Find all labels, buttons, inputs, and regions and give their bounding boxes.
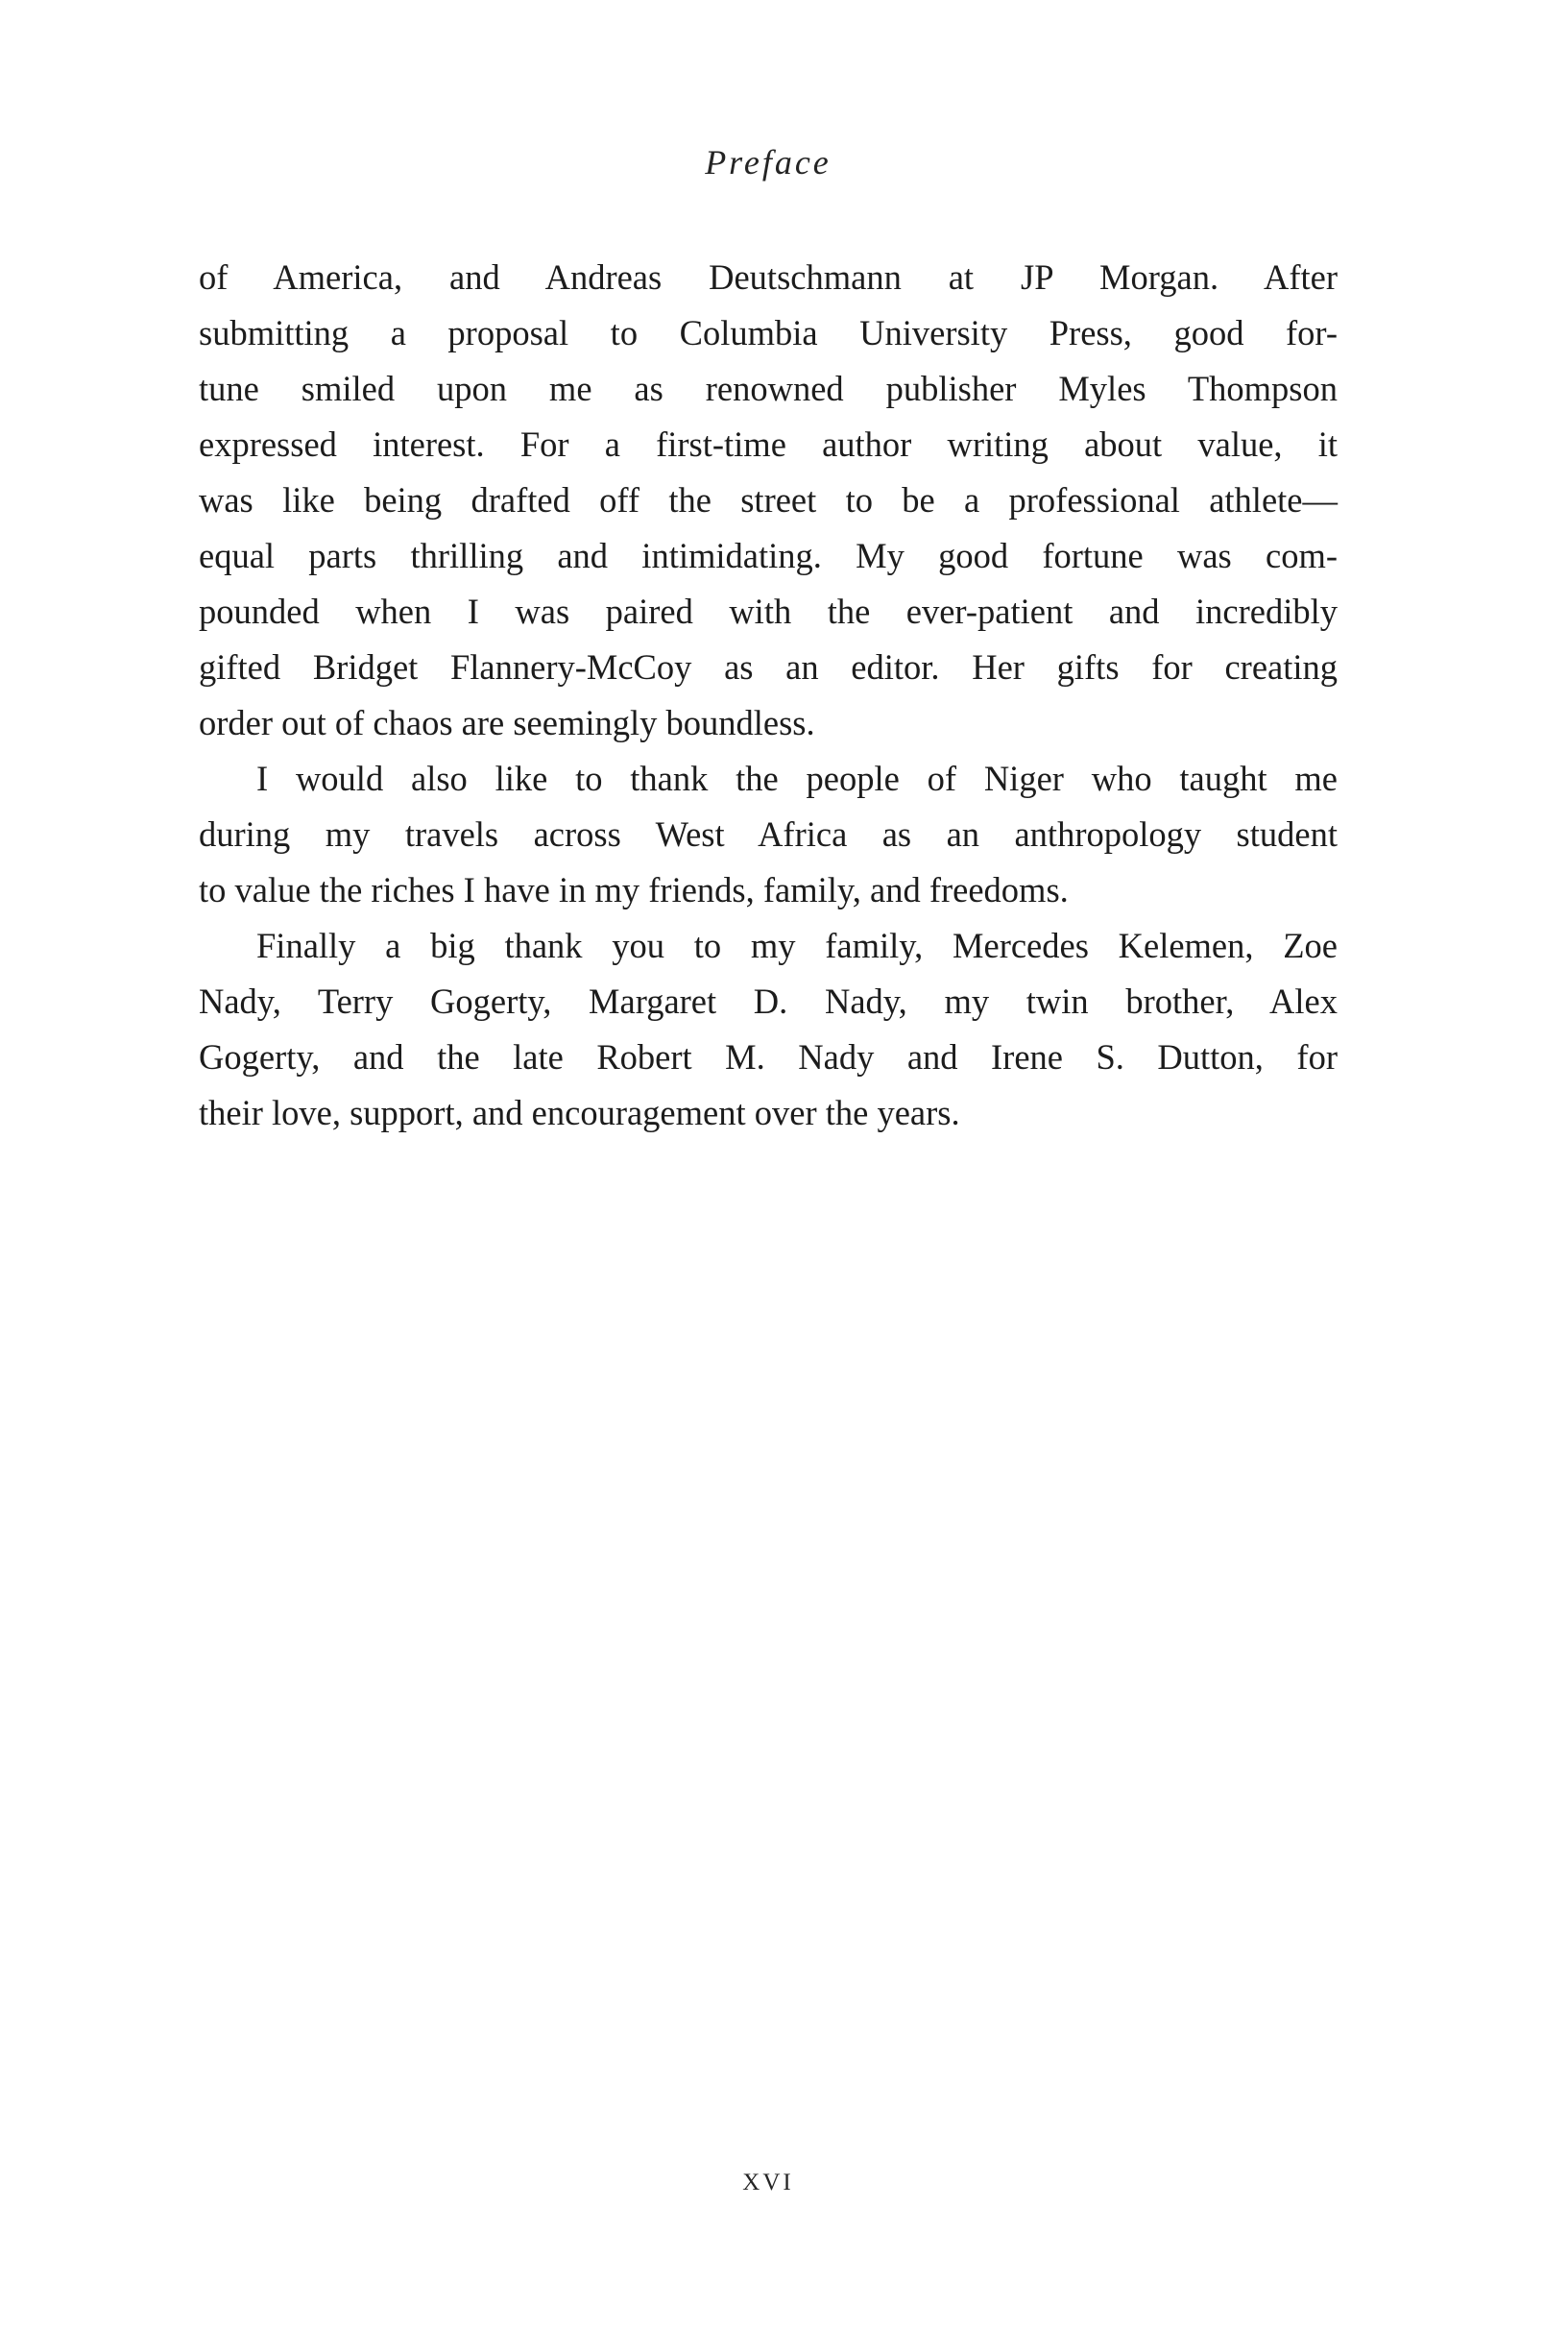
text-line: gifted Bridget Flannery-McCoy as an editor. Her gifts for creating (199, 647, 1338, 687)
text-line: their love, support, and encouragement over the years. (199, 1093, 960, 1132)
text-line: of America, and Andreas Deutschmann at JP Morgan. After (199, 257, 1338, 297)
text-line: pounded when I was paired with the ever-patient and incredibly (199, 592, 1338, 631)
page-number: XVI (742, 2170, 794, 2195)
text-line: expressed interest. For a first-time author writing about value, it (199, 424, 1338, 464)
text-line: I would also like to thank the people of Niger who taught me (256, 759, 1338, 798)
text-line: Nady, Terry Gogerty, Margaret D. Nady, my twin brother, Alex (199, 982, 1338, 1021)
text-line: during my travels across West Africa as an anthropology student (199, 814, 1338, 854)
text-line: Gogerty, and the late Robert M. Nady and Irene S. Dutton, for (199, 1037, 1338, 1077)
running-header: Preface (705, 143, 832, 182)
text-line: submitting a proposal to Columbia University Press, good for- (199, 313, 1338, 352)
text-line: equal parts thrilling and intimidating. My good fortune was com- (199, 536, 1338, 575)
paragraph (199, 751, 1338, 918)
text-line: Finally a big thank you to my family, Mercedes Kelemen, Zoe (256, 926, 1338, 965)
paragraph (199, 250, 1338, 751)
text-line: to value the riches I have in my friends, family, and freedoms. (199, 870, 1069, 909)
preface-body (199, 250, 1338, 1141)
paragraph (199, 918, 1338, 1141)
text-line: order out of chaos are seemingly boundless. (199, 703, 815, 742)
text-line: was like being drafted off the street to be a professional athlete— (199, 480, 1338, 520)
text-line: tune smiled upon me as renowned publisher Myles Thompson (199, 369, 1338, 408)
